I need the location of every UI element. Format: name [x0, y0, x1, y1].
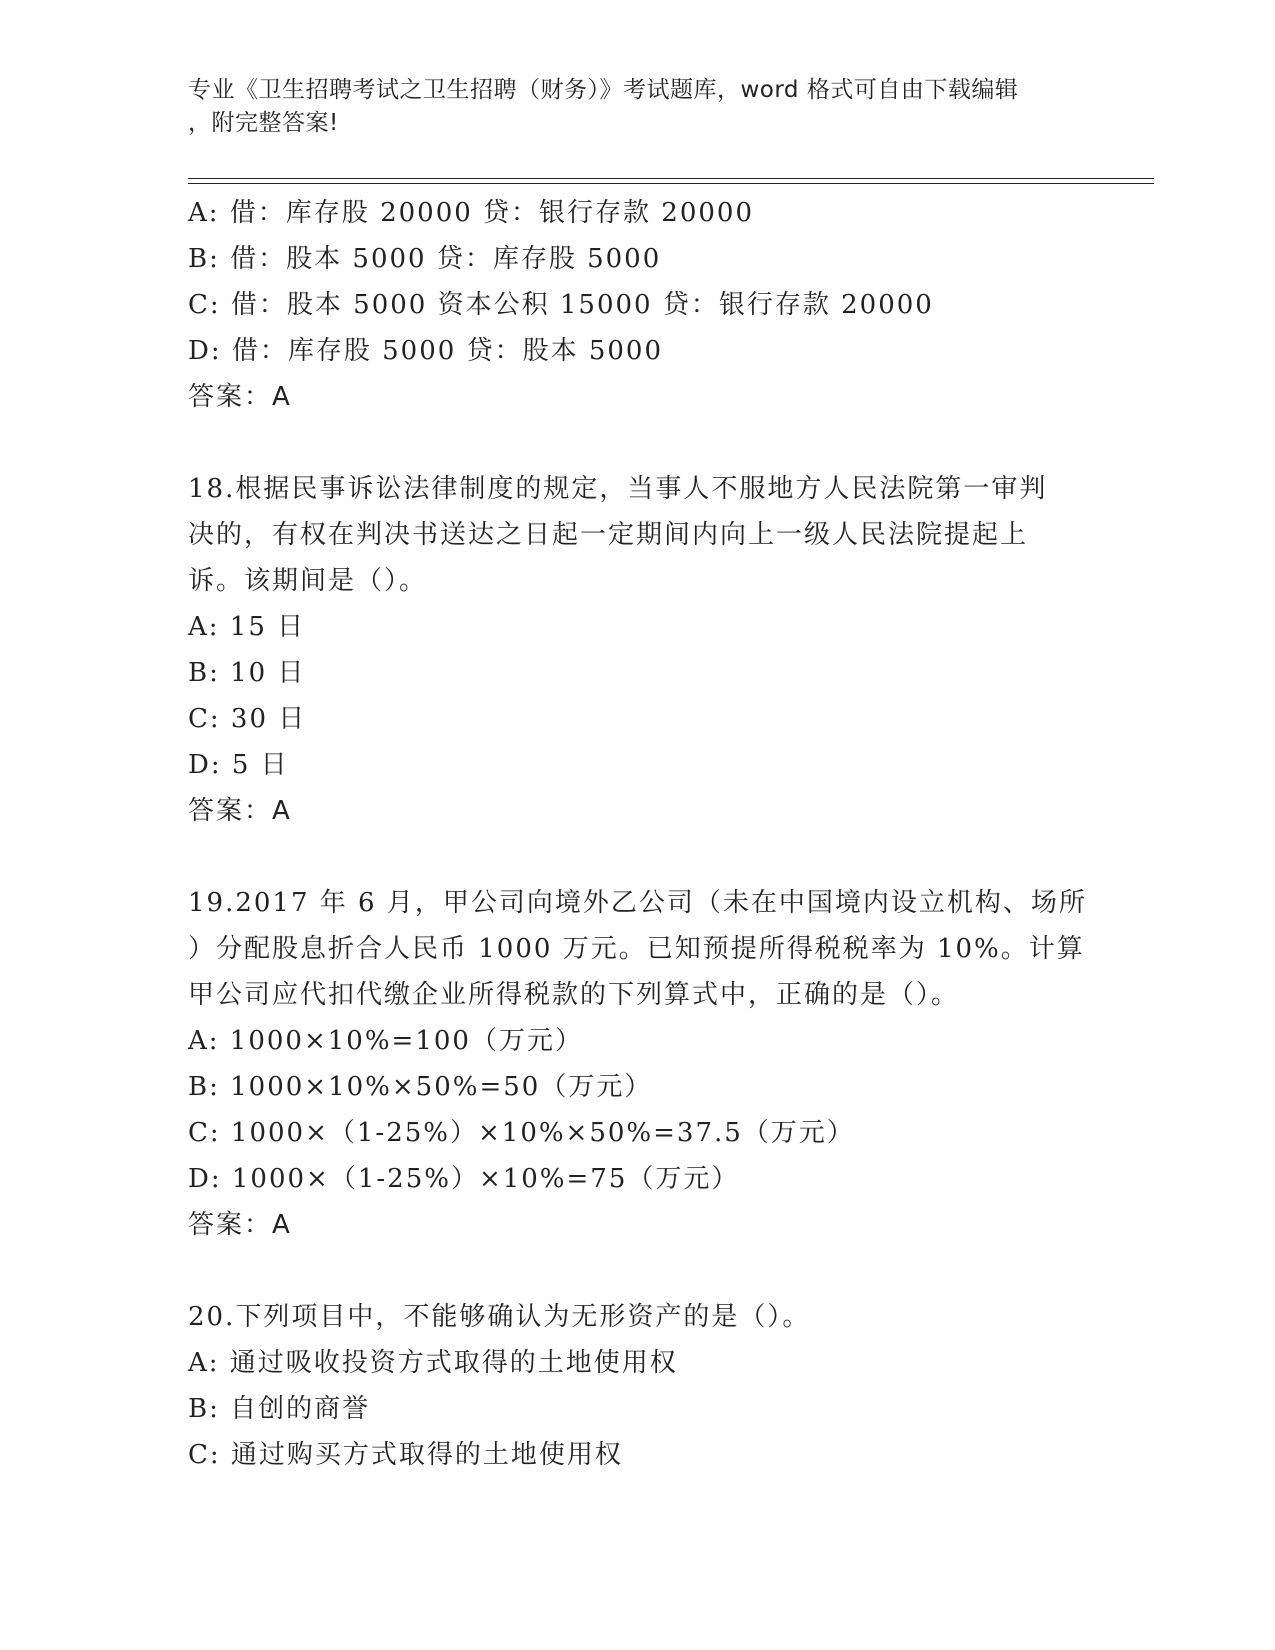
- option-a: A: 1000×10%=100（万元）: [188, 1026, 583, 1056]
- question-block-18: [188, 466, 1088, 834]
- header-line-1: 专业《卫生招聘考试之卫生招聘（财务）》考试题库，word 格式可自由下载编辑: [188, 77, 1019, 103]
- question-text: 18.根据民事诉讼法律制度的规定，当事人不服地方人民法院第一审判: [188, 474, 1048, 504]
- option-c: C: 30 日: [188, 704, 307, 734]
- spacer: [188, 1248, 1088, 1294]
- header-divider: [188, 178, 1154, 184]
- question-text: 甲公司应代扣代缴企业所得税款的下列算式中，正确的是（）。: [188, 980, 960, 1010]
- header-line-2: ，附完整答案!: [188, 110, 339, 136]
- option-a: A: 通过吸收投资方式取得的土地使用权: [188, 1348, 678, 1378]
- option-b: B: 借：股本 5000 贷：库存股 5000: [188, 244, 662, 274]
- option-b: B: 自创的商誉: [188, 1394, 371, 1424]
- option-b: B: 1000×10%×50%=50（万元）: [188, 1072, 653, 1102]
- question-block-19: [188, 880, 1088, 1248]
- question-text: 决的，有权在判决书送达之日起一定期间内向上一级人民法院提起上: [188, 520, 1029, 550]
- option-a: A: 15 日: [188, 612, 306, 642]
- answer: 答案：A: [188, 1210, 292, 1240]
- question-block-17: [188, 190, 1088, 420]
- option-b: B: 10 日: [188, 658, 306, 688]
- option-c: C: 借：股本 5000 资本公积 15000 贷：银行存款 20000: [188, 290, 934, 320]
- option-d: D: 5 日: [188, 750, 289, 780]
- question-content: [188, 190, 1088, 1478]
- option-c: C: 通过购买方式取得的土地使用权: [188, 1440, 623, 1470]
- question-text: 19.2017 年 6 月，甲公司向境外乙公司（未在中国境内设立机构、场所: [188, 888, 1087, 918]
- option-d: D: 借：库存股 5000 贷：股本 5000: [188, 336, 664, 366]
- answer: 答案：A: [188, 796, 292, 826]
- question-text: 诉。该期间是（）。: [188, 566, 428, 596]
- option-d: D: 1000×（1-25%）×10%=75（万元）: [188, 1164, 740, 1194]
- answer: 答案：A: [188, 382, 292, 412]
- spacer: [188, 834, 1088, 880]
- document-header: [188, 74, 1068, 140]
- option-a: A: 借：库存股 20000 贷：银行存款 20000: [188, 198, 755, 228]
- option-c: C: 1000×（1-25%）×10%×50%=37.5（万元）: [188, 1118, 855, 1148]
- question-text: 20.下列项目中，不能够确认为无形资产的是（）。: [188, 1302, 811, 1332]
- spacer: [188, 420, 1088, 466]
- question-block-20: [188, 1294, 1088, 1478]
- question-text: ）分配股息折合人民币 1000 万元。已知预提所得税税率为 10%。计算: [188, 934, 1085, 964]
